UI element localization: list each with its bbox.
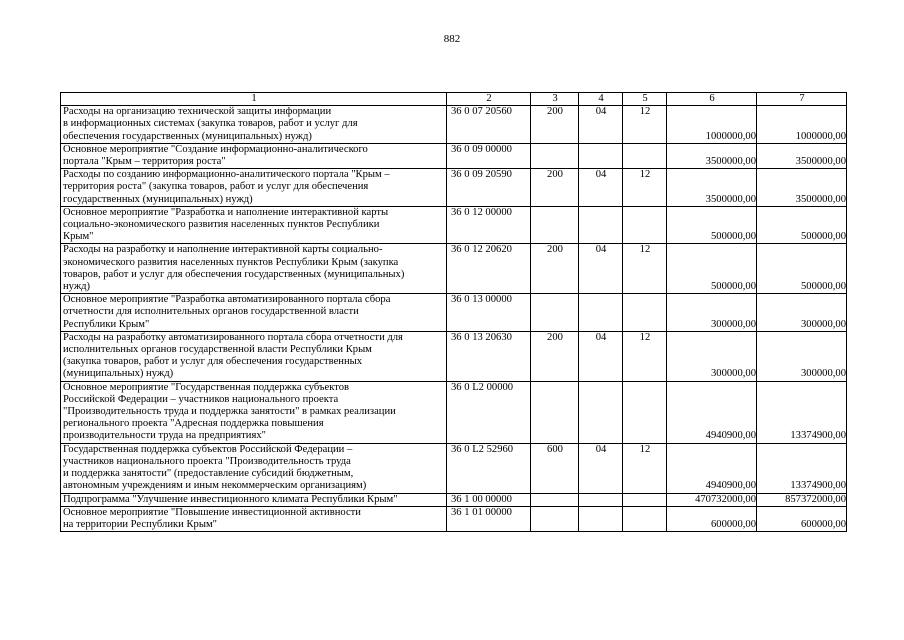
- section-cell: 04: [579, 443, 623, 493]
- header-cell: 6: [667, 93, 757, 106]
- amount-year2-cell: 13374900,00: [757, 381, 847, 443]
- subsection-cell: [623, 143, 667, 168]
- description-cell: Расходы по созданию информационно-аналитического портала "Крым – территория роста" (закупка товаров, работ и услуг для обеспечения государственных (муниципальных) нужд): [61, 169, 447, 207]
- amount-year2-cell: 500000,00: [757, 206, 847, 244]
- section-cell: 04: [579, 106, 623, 144]
- description-cell: Подпрограмма "Улучшение инвестиционного климата Республики Крым": [61, 493, 447, 506]
- section-cell: [579, 381, 623, 443]
- amount-year1-cell: 300000,00: [667, 294, 757, 332]
- description-cell: Основное мероприятие "Создание информационно-аналитического портала "Крым – территория роста": [61, 143, 447, 168]
- subsection-cell: 12: [623, 106, 667, 144]
- section-cell: [579, 206, 623, 244]
- amount-year2-cell: 600000,00: [757, 506, 847, 531]
- amount-year1-cell: 500000,00: [667, 244, 757, 294]
- subsection-cell: [623, 381, 667, 443]
- section-cell: 04: [579, 331, 623, 381]
- amount-year1-cell: 3500000,00: [667, 169, 757, 207]
- description-cell: Основное мероприятие "Повышение инвестиционной активности на территории Республики Крым": [61, 506, 447, 531]
- subsection-cell: [623, 294, 667, 332]
- section-cell: [579, 506, 623, 531]
- code-cell: 36 0 09 20590: [447, 169, 531, 207]
- expense-type-cell: 200: [531, 169, 579, 207]
- subsection-cell: 12: [623, 244, 667, 294]
- table-row: [61, 106, 847, 144]
- description-cell: Основное мероприятие "Разработка и наполнение интерактивной карты социально-экономического развития населенных пунктов Республики Крым": [61, 206, 447, 244]
- amount-year1-cell: 3500000,00: [667, 143, 757, 168]
- subsection-cell: 12: [623, 331, 667, 381]
- expense-type-cell: 200: [531, 106, 579, 144]
- section-cell: 04: [579, 244, 623, 294]
- expense-type-cell: 200: [531, 331, 579, 381]
- table-row: [61, 169, 847, 207]
- table-row: [61, 244, 847, 294]
- header-cell: 5: [623, 93, 667, 106]
- description-cell: Расходы на разработку и наполнение интерактивной карты социально- экономического развития населенных пунктов Республики Крым (закупка товаров, работ и услуг для обеспечения государственных (муниципальных) нужд): [61, 244, 447, 294]
- amount-year2-cell: 500000,00: [757, 244, 847, 294]
- section-cell: 04: [579, 169, 623, 207]
- code-cell: 36 0 12 00000: [447, 206, 531, 244]
- amount-year1-cell: 4940900,00: [667, 381, 757, 443]
- budget-table: [60, 92, 847, 532]
- expense-type-cell: [531, 381, 579, 443]
- amount-year2-cell: 1000000,00: [757, 106, 847, 144]
- header-cell: 2: [447, 93, 531, 106]
- table-row: [61, 143, 847, 168]
- table-row: [61, 294, 847, 332]
- header-cell: 7: [757, 93, 847, 106]
- amount-year2-cell: 3500000,00: [757, 143, 847, 168]
- header-cell: 3: [531, 93, 579, 106]
- expense-type-cell: [531, 143, 579, 168]
- code-cell: 36 0 L2 52960: [447, 443, 531, 493]
- subsection-cell: 12: [623, 169, 667, 207]
- section-cell: [579, 493, 623, 506]
- expense-type-cell: [531, 493, 579, 506]
- page-number: 882: [443, 33, 461, 45]
- section-cell: [579, 143, 623, 168]
- code-cell: 36 1 01 00000: [447, 506, 531, 531]
- amount-year2-cell: 300000,00: [757, 331, 847, 381]
- code-cell: 36 0 13 20630: [447, 331, 531, 381]
- header-cell: 1: [61, 93, 447, 106]
- amount-year2-cell: 300000,00: [757, 294, 847, 332]
- table-row: [61, 331, 847, 381]
- table-row: [61, 381, 847, 443]
- table-row: [61, 493, 847, 506]
- description-cell: Основное мероприятие "Разработка автоматизированного портала сбора отчетности для исполнительных органов государственной власти Республики Крым": [61, 294, 447, 332]
- code-cell: 36 0 07 20560: [447, 106, 531, 144]
- expense-type-cell: [531, 506, 579, 531]
- description-cell: Расходы на организацию технической защиты информации в информационных системах (закупка товаров, работ и услуг для обеспечения государственных (муниципальных) нужд): [61, 106, 447, 144]
- expense-type-cell: [531, 206, 579, 244]
- code-cell: 36 0 09 00000: [447, 143, 531, 168]
- section-cell: [579, 294, 623, 332]
- amount-year1-cell: 600000,00: [667, 506, 757, 531]
- expense-type-cell: 600: [531, 443, 579, 493]
- code-cell: 36 0 L2 00000: [447, 381, 531, 443]
- subsection-cell: 12: [623, 443, 667, 493]
- description-cell: Расходы на разработку автоматизированного портала сбора отчетности для исполнительных органов государственной власти Республики Крым (закупка товаров, работ и услуг для обеспечения государственных (муниципальных) нужд): [61, 331, 447, 381]
- code-cell: 36 0 12 20620: [447, 244, 531, 294]
- amount-year2-cell: 857372000,00: [757, 493, 847, 506]
- code-cell: 36 0 13 00000: [447, 294, 531, 332]
- subsection-cell: [623, 493, 667, 506]
- amount-year2-cell: 3500000,00: [757, 169, 847, 207]
- expense-type-cell: [531, 294, 579, 332]
- subsection-cell: [623, 206, 667, 244]
- header-row: [61, 93, 847, 106]
- table-row: [61, 506, 847, 531]
- expense-type-cell: 200: [531, 244, 579, 294]
- amount-year1-cell: 300000,00: [667, 331, 757, 381]
- description-cell: Государственная поддержка субъектов Российской Федерации – участников национального проекта "Производительность труда и поддержка занятости" (предоставление субсидий бюджетным, автономным учреждениям и иным некоммерческим организациям): [61, 443, 447, 493]
- table-row: [61, 206, 847, 244]
- header-cell: 4: [579, 93, 623, 106]
- code-cell: 36 1 00 00000: [447, 493, 531, 506]
- subsection-cell: [623, 506, 667, 531]
- amount-year1-cell: 4940900,00: [667, 443, 757, 493]
- amount-year2-cell: 13374900,00: [757, 443, 847, 493]
- amount-year1-cell: 500000,00: [667, 206, 757, 244]
- amount-year1-cell: 470732000,00: [667, 493, 757, 506]
- table-row: [61, 443, 847, 493]
- description-cell: Основное мероприятие "Государственная поддержка субъектов Российской Федерации – участников национального проекта "Производительность труда и поддержка занятости" в рамках реализации регионального проекта "Адресная поддержка повышения производительности труда на предприятиях": [61, 381, 447, 443]
- amount-year1-cell: 1000000,00: [667, 106, 757, 144]
